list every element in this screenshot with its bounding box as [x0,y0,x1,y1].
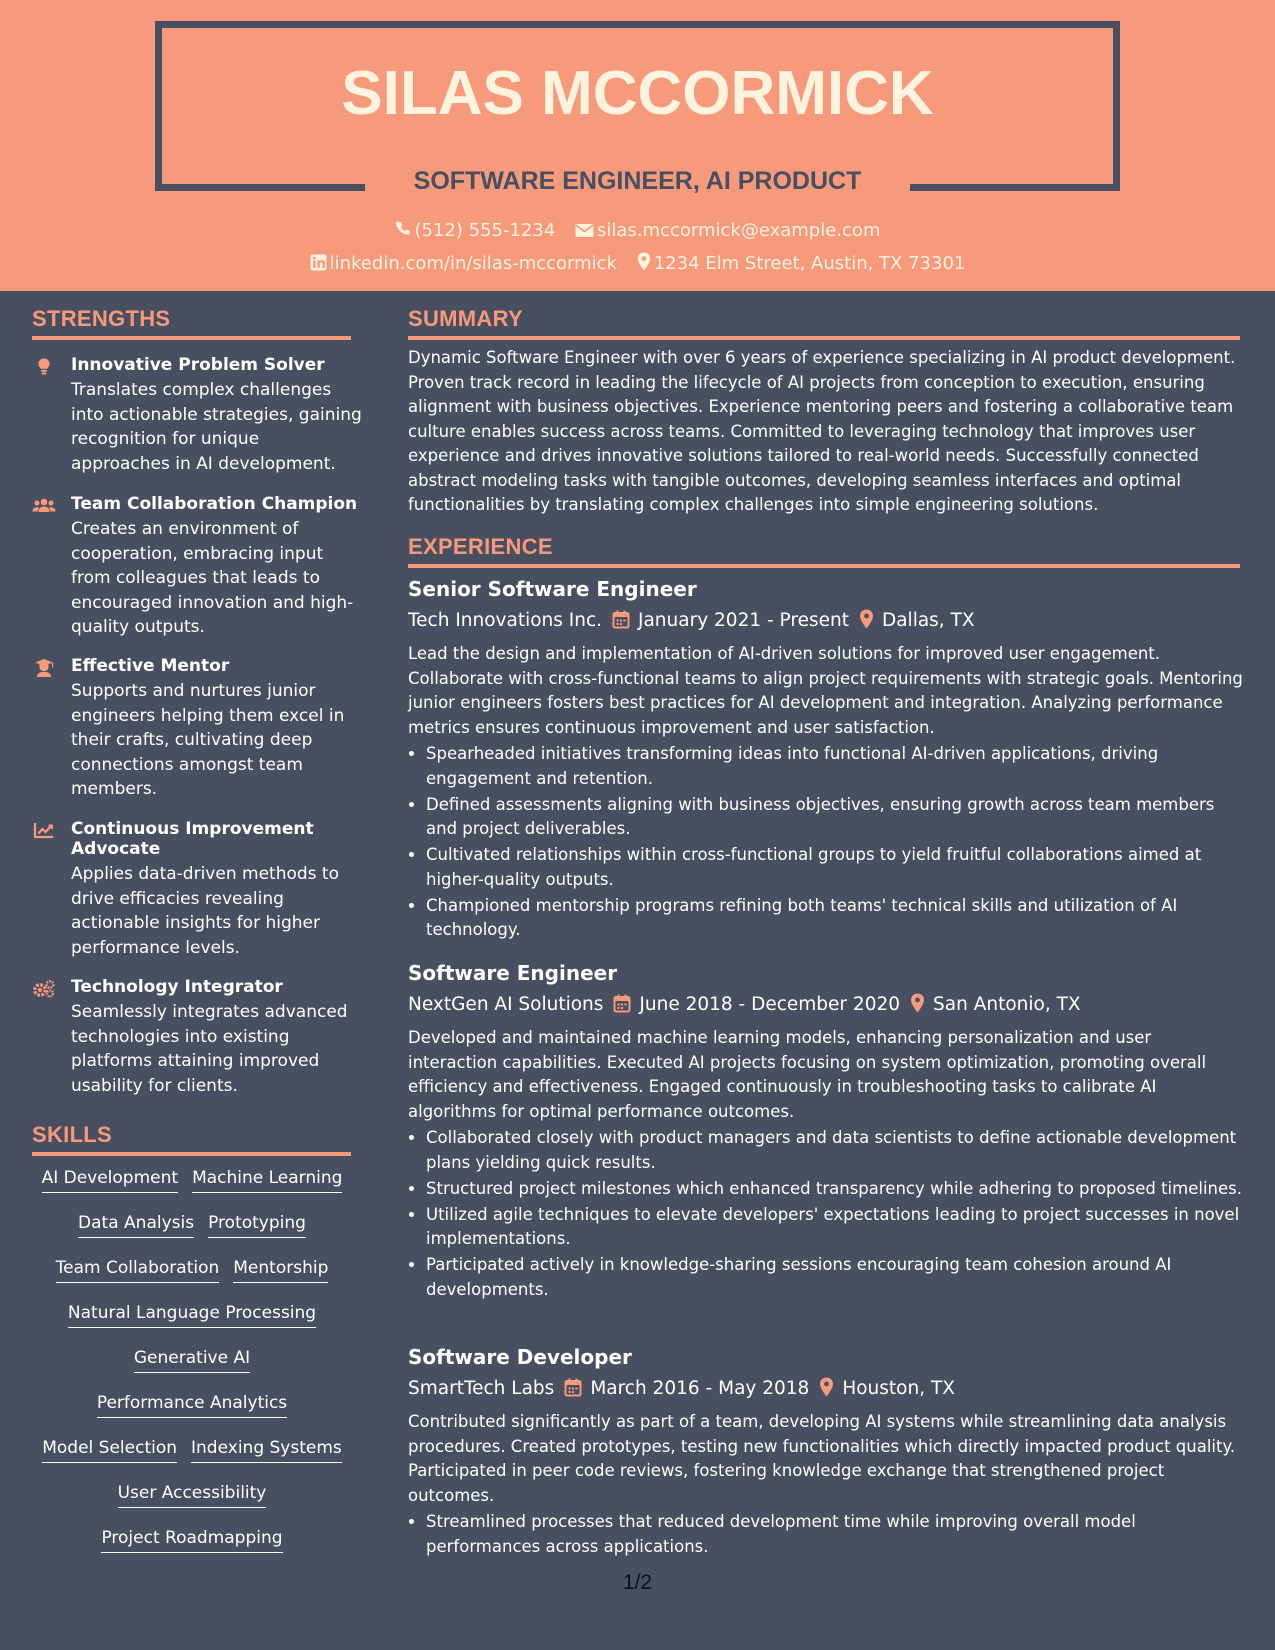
strength-desc: Creates an environment of cooperation, embracing input from colleagues that leads to encouraged innovation and high-quality outputs. [71,519,354,637]
skill-tag: Project Roadmapping [101,1528,282,1553]
phone-contact[interactable] [395,220,556,241]
calendar-icon [564,1378,582,1397]
email-contact[interactable] [575,220,880,241]
job-description: Developed and maintained machine learning models, enhancing personalization and user interaction capabilities. Executed AI projects focusing on system optimization, promoting overall efficiency and effectiveness. Engaged continuously in troubleshooting tasks to calibrate AI algorithms for optimal performance outcomes. [408,1028,1207,1121]
skill-tag: AI Development [42,1168,179,1193]
skill-tag: Prototyping [208,1213,306,1238]
address-contact [637,252,966,274]
address-text: 1234 Elm Street, Austin, TX 73301 [653,253,966,274]
strength-desc: Supports and nurtures junior engineers helping them excel in their crafts, cultivating deep connections amongst team members. [71,681,345,799]
list-item: • Defined assessments aligning with business objectives, ensuring growth across team members and project deliverables. [426,793,1243,842]
list-item: • Spearheaded initiatives transforming ideas into functional AI-driven applications, driving engagement and retention. [426,742,1243,791]
strength-item [32,656,362,802]
job-dates: March 2016 - May 2018 [590,1378,810,1399]
strength-title: Innovative Problem Solver [71,355,325,375]
skill-row [32,1528,352,1573]
job-company: NextGen AI Solutions [408,994,604,1015]
strength-desc: Applies data-driven methods to drive efficacies revealing actionable insights for higher performance levels. [71,864,339,958]
strength-title: Effective Mentor [71,656,230,676]
list-item: • Participated actively in knowledge-sharing sessions encouraging team cohesion around AI developments. [426,1253,1243,1302]
strengths-heading: STRENGTHS [32,306,171,331]
experience-entry [408,576,1243,944]
chart-line-icon [32,821,56,841]
job-bullets [408,1510,1243,1559]
skill-tag: Performance Analytics [97,1393,287,1418]
users-icon [32,496,56,516]
strength-desc: Seamlessly integrates advanced technologies into existing platforms attaining improved usability for clients. [71,1002,348,1096]
summary-heading: SUMMARY [408,306,523,331]
linkedin-text: linkedin.com/in/silas-mccormick [329,253,617,274]
skill-tag: Mentorship [233,1258,328,1283]
resume-header [0,0,1275,291]
experience-entry [408,1344,1243,1561]
skill-tag: User Accessibility [118,1483,267,1508]
map-pin-icon [910,993,925,1013]
contact-row-1 [0,220,1275,241]
strength-item [32,977,362,1098]
skill-row [32,1438,352,1483]
skill-row [32,1393,352,1438]
gears-icon [32,979,56,999]
phone-text: (512) 555-1234 [414,220,556,241]
job-dates: January 2021 - Present [638,610,849,631]
strength-title: Technology Integrator [71,977,283,997]
job-role: Software Developer [408,1345,632,1369]
list-item: • Cultivated relationships within cross-functional groups to yield fruitful collaborations aimed at higher-quality outputs. [426,843,1243,892]
job-description: Lead the design and implementation of AI-driven solutions for improved user engagement. Collaborate with cross-functional teams to align project requirements with strategic goals. Mentoring junior engineers fosters best practices for AI development and integration. Analyzing performance metrics ensures continuous improvement and user satisfaction. [408,644,1243,737]
list-item: • Collaborated closely with product managers and data scientists to define actionable development plans yielding quick results. [426,1126,1243,1175]
summary-rule [408,336,1240,340]
job-role: Senior Software Engineer [408,577,697,601]
skill-row [32,1483,352,1528]
job-description: Contributed significantly as part of a team, developing AI systems while streamlining data analysis procedures. Created prototypes, testing new functionalities which directly impacted product quality. Participated in peer code reviews, fostering knowledge exchange that strengthened project outcomes. [408,1412,1236,1505]
page-number: 1/2 [622,1571,653,1594]
calendar-icon [612,610,630,629]
strengths-rule [32,336,351,340]
envelope-icon [575,223,594,238]
strength-item [32,819,362,960]
skill-tag: Team Collaboration [56,1258,220,1283]
phone-icon [395,221,412,238]
strength-title: Team Collaboration Champion [71,494,358,514]
job-meta [408,608,1243,634]
calendar-icon [613,994,631,1013]
list-item: • Utilized agile techniques to elevate developers' expectations leading to project successes in novel implementations. [426,1203,1243,1252]
job-location: Houston, TX [842,1378,955,1399]
experience-entry [408,960,1243,1304]
map-pin-icon [819,1377,834,1397]
job-bullets [408,742,1243,943]
job-role: Software Engineer [408,961,618,985]
strength-desc: Translates complex challenges into actionable strategies, gaining recognition for unique approaches in AI development. [71,380,362,474]
list-item: • Streamlined processes that reduced development time while improving overall model performances across applications. [426,1510,1243,1559]
job-meta [408,1376,1243,1402]
mentor-icon [32,658,56,678]
list-item: • Championed mentorship programs refining both teams' technical skills and utilization of AI technology. [426,894,1243,943]
map-pin-icon [637,252,651,271]
skills-heading: SKILLS [32,1122,113,1147]
candidate-name: SILAS MCCORMICK [341,59,934,128]
skill-tag: Machine Learning [192,1168,342,1193]
skill-row [32,1168,352,1213]
skill-tag: Generative AI [134,1348,250,1373]
skill-row [32,1348,352,1393]
job-dates: June 2018 - December 2020 [639,994,901,1015]
experience-rule [408,564,1240,568]
job-location: San Antonio, TX [933,994,1081,1015]
job-location: Dallas, TX [881,610,975,631]
job-bullets [408,1126,1243,1302]
map-pin-icon [859,609,874,629]
job-meta [408,992,1243,1018]
skills-rule [32,1152,351,1156]
strength-item [32,355,362,476]
skill-row [32,1213,352,1258]
skill-tag: Data Analysis [78,1213,194,1238]
list-item: • Structured project milestones which enhanced transparency while adhering to proposed timelines. [426,1177,1243,1202]
email-text: silas.mccormick@example.com [597,220,881,241]
experience-heading: EXPERIENCE [408,534,553,559]
job-company: Tech Innovations Inc. [408,610,603,631]
skill-tag: Indexing Systems [191,1438,342,1463]
strength-item [32,494,362,640]
strength-title: Continuous Improvement Advocate [71,819,314,859]
linkedin-contact[interactable] [310,253,617,274]
summary-text: Dynamic Software Engineer with over 6 years of experience specializing in AI product development. Proven track record in leading the lifecycle of AI projects from conception to execution, ensuring alignment with business objectives. Experience mentoring peers and fostering a collaborative team culture enables success across teams. Committed to leveraging technology that improves user experience and drives innovative solutions tailored to real-world needs. Successfully connected abstract modeling tasks with tangible outcomes, developing seamless interfaces and optimal functionalities by translating complex challenges into simple engineering solutions. [408,348,1236,514]
contact-row-2 [0,252,1275,274]
skill-tag: Natural Language Processing [68,1303,316,1328]
skill-row [32,1258,352,1303]
skill-tag: Model Selection [42,1438,177,1463]
lightbulb-icon [32,357,56,377]
candidate-title: SOFTWARE ENGINEER, AI PRODUCT [413,167,862,195]
skill-row [32,1303,352,1348]
linkedin-icon [310,254,327,271]
skills-list [32,1168,352,1573]
job-company: SmartTech Labs [408,1378,555,1399]
